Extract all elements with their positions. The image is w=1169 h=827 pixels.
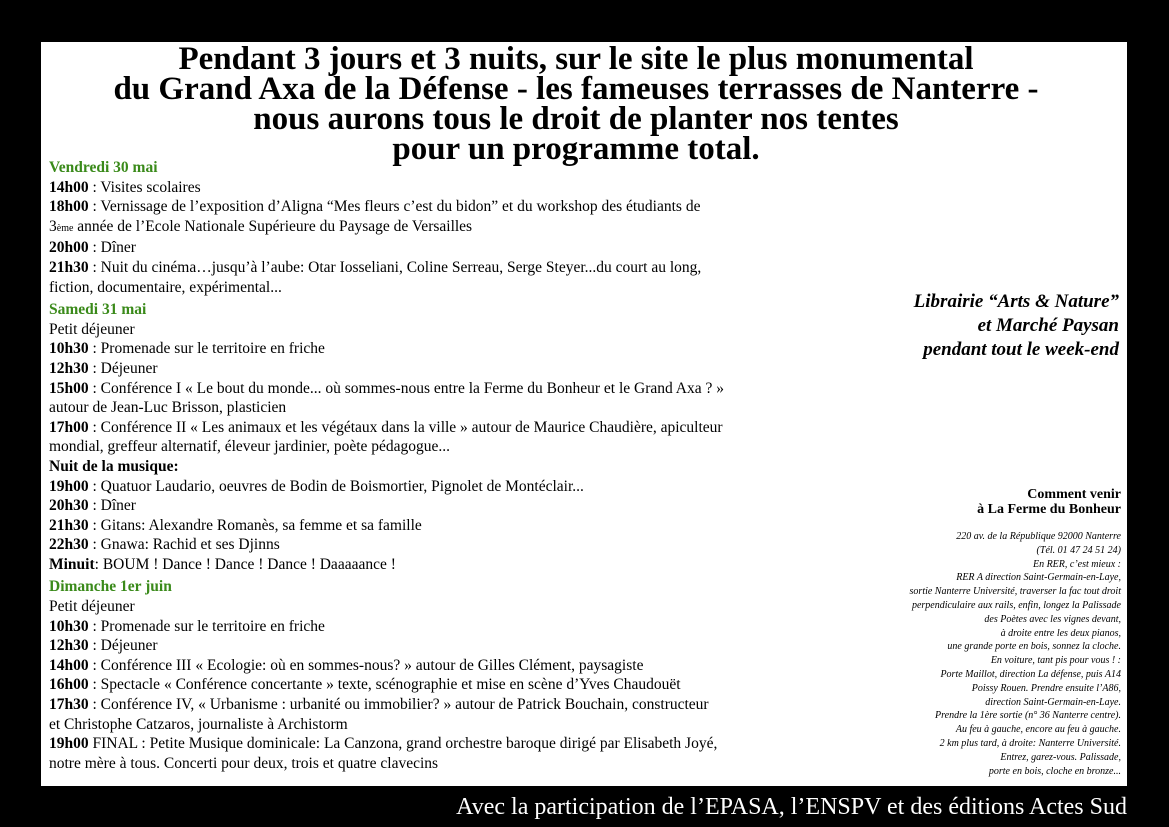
bookshop-line: et Marché Paysan bbox=[977, 315, 1119, 336]
directions-line: perpendiculaire aux rails, enfin, longez la Palissade bbox=[911, 599, 1121, 611]
program-item bbox=[49, 359, 839, 379]
program-item-continuation: fiction, documentaire, expérimental... bbox=[49, 278, 282, 296]
item-text: : Visites scolaires bbox=[88, 178, 201, 196]
item-text: : Gnawa: Rachid et ses Djinns bbox=[88, 536, 280, 554]
directions-line: sortie Nanterre Université, traverser la fac tout droit bbox=[909, 586, 1121, 598]
item-text: : Conférence II « Les animaux et les végétaux dans la ville » autour de Maurice Chaudière, apiculteur bbox=[88, 418, 723, 436]
program-item bbox=[49, 477, 839, 497]
program-item bbox=[49, 238, 839, 258]
item-text: : Nuit du cinéma…jusqu’à l’aube: Otar Iosseliani, Coline Serreau, Serge Steyer...du court au long, bbox=[88, 258, 702, 276]
directions-line: RER A direction Saint-Germain-en-Laye, bbox=[956, 572, 1121, 584]
program-item: Petit déjeuner bbox=[49, 320, 135, 338]
program-item-continuation: notre mère à tous. Concerti pour deux, trois et quatre clavecins bbox=[49, 754, 439, 772]
item-time: 21h30 bbox=[49, 516, 89, 534]
program-item-continuation bbox=[49, 217, 839, 239]
item-text: : Conférence I « Le bout du monde... où sommes-nous entre la Ferme du Bonheur et le Grand Axa ? » bbox=[88, 379, 724, 397]
program-item bbox=[49, 695, 839, 715]
program-item bbox=[49, 516, 839, 536]
item-time: 22h30 bbox=[49, 536, 89, 554]
item-time: 15h00 bbox=[49, 379, 89, 397]
directions-line: En voiture, tant pis pour vous ! : bbox=[990, 655, 1121, 667]
item-time: 12h30 bbox=[49, 359, 89, 377]
item-text: : BOUM ! Dance ! Dance ! Dance ! Daaaaance ! bbox=[94, 555, 396, 573]
item-time: 10h30 bbox=[49, 340, 89, 358]
item-text: : Quatuor Laudario, oeuvres de Bodin de Boismortier, Pignolet de Montéclair... bbox=[88, 477, 584, 495]
item-text: : Déjeuner bbox=[88, 359, 158, 377]
item-text: FINAL : Petite Musique dominicale: La Canzona, grand orchestre baroque dirigé par Elisabeth Joyé, bbox=[88, 735, 718, 753]
program-item bbox=[49, 734, 839, 754]
directions-line: Porte Maillot, direction La défense, puis A14 bbox=[940, 668, 1121, 680]
item-text: : Conférence III « Ecologie: où en sommes-nous? » autour de Gilles Clément, paysagiste bbox=[88, 656, 644, 674]
item-text: : Déjeuner bbox=[88, 637, 158, 655]
poster-sheet bbox=[41, 42, 1127, 786]
program-item bbox=[49, 675, 839, 695]
item-text: : Vernissage de l’exposition d’Aligna “Mes fleurs c’est du bidon” et du workshop des étudiants de bbox=[88, 198, 701, 216]
item-text: : Promenade sur le territoire en friche bbox=[88, 340, 325, 358]
ordinal-number: 3 bbox=[49, 217, 57, 235]
headline-line: Pendant 3 jours et 3 nuits, sur le site le plus monumental bbox=[178, 42, 974, 77]
directions-line: Au feu à gauche, encore au feu à gauche. bbox=[955, 724, 1121, 736]
item-text: : Spectacle « Conférence concertante » texte, scénographie et mise en scène d’Yves Chaudouët bbox=[88, 676, 681, 694]
ordinal-suffix: ème bbox=[56, 222, 74, 234]
directions-line: direction Saint-Germain-en-Laye. bbox=[985, 696, 1121, 708]
bookshop-line: Librairie “Arts & Nature” bbox=[913, 291, 1119, 312]
headline-line: pour un programme total. bbox=[392, 131, 760, 167]
bookshop-line: pendant tout le week-end bbox=[923, 339, 1119, 360]
bookshop-box bbox=[819, 290, 1119, 362]
item-text: : Dîner bbox=[88, 497, 136, 515]
program-item bbox=[49, 535, 839, 555]
item-time: 16h00 bbox=[49, 676, 89, 694]
program-item: Petit déjeuner bbox=[49, 598, 135, 616]
directions-title-line: à La Ferme du Bonheur bbox=[977, 502, 1121, 517]
item-time: 20h00 bbox=[49, 239, 89, 257]
program-item-continuation: et Christophe Catzaros, journaliste à Archistorm bbox=[49, 715, 348, 733]
directions-line: à droite entre les deux pianos, bbox=[1000, 627, 1121, 639]
program-item bbox=[49, 379, 839, 399]
program-item bbox=[49, 636, 839, 656]
item-time: 19h00 bbox=[49, 735, 89, 753]
item-text: : Promenade sur le territoire en friche bbox=[88, 617, 325, 635]
directions-line: Prendre la 1ère sortie (n° 36 Nanterre centre). bbox=[935, 710, 1121, 722]
directions-line: 2 km plus tard, à droite: Nanterre Université. bbox=[939, 737, 1121, 749]
footer-credits: Avec la participation de l’EPASA, l’ENSPV et des éditions Actes Sud bbox=[456, 794, 1127, 820]
item-time: 18h00 bbox=[49, 198, 89, 216]
item-time: 14h00 bbox=[49, 656, 89, 674]
directions-line: Entrez, garez-vous. Palissade, bbox=[1000, 751, 1121, 763]
directions-line: 220 av. de la République 92000 Nanterre bbox=[956, 531, 1121, 542]
item-time: 14h00 bbox=[49, 178, 89, 196]
item-text: : Gitans: Alexandre Romanès, sa femme et sa famille bbox=[88, 516, 422, 534]
program-item-continuation: mondial, greffeur alternatif, éleveur jardinier, poète pédagogue... bbox=[49, 438, 451, 456]
directions-line: porte en bois, cloche en bronze... bbox=[988, 765, 1121, 777]
directions-line: des Poètes avec les vignes devant, bbox=[984, 613, 1121, 625]
item-time: 12h30 bbox=[49, 637, 89, 655]
item-time: Minuit bbox=[49, 555, 95, 573]
item-time: 17h00 bbox=[49, 418, 89, 436]
program-item bbox=[49, 496, 839, 516]
item-time: 21h30 bbox=[49, 258, 89, 276]
item-time: 17h30 bbox=[49, 696, 89, 714]
program bbox=[49, 158, 839, 773]
music-night-title: Nuit de la musique: bbox=[49, 457, 179, 475]
item-text: année de l’Ecole Nationale Supérieure du Paysage de Versailles bbox=[73, 217, 473, 235]
program-item bbox=[49, 418, 839, 438]
day-title-saturday: Samedi 31 mai bbox=[49, 301, 147, 319]
directions-title-line: Comment venir bbox=[1027, 487, 1121, 502]
headline bbox=[41, 42, 1111, 167]
item-time: 20h30 bbox=[49, 497, 89, 515]
item-time: 10h30 bbox=[49, 617, 89, 635]
program-item bbox=[49, 555, 839, 575]
program-item bbox=[49, 656, 839, 676]
program-item bbox=[49, 258, 839, 278]
program-item bbox=[49, 197, 839, 217]
day-title-friday: Vendredi 30 mai bbox=[49, 159, 158, 176]
directions-line: Poissy Rouen. Prendre ensuite l’A86, bbox=[971, 682, 1121, 694]
directions-line: En RER, c’est mieux : bbox=[1032, 558, 1121, 570]
directions-line: (Tél. 01 47 24 51 24) bbox=[1036, 544, 1121, 556]
item-text: : Dîner bbox=[88, 239, 136, 257]
program-item bbox=[49, 339, 839, 359]
directions-text bbox=[821, 530, 1121, 778]
item-time: 19h00 bbox=[49, 477, 89, 495]
headline-line: du Grand Axa de la Défense - les fameuses terrasses de Nanterre - bbox=[113, 71, 1039, 107]
directions-line: une grande porte en bois, sonnez la cloche. bbox=[947, 641, 1121, 653]
program-item bbox=[49, 617, 839, 637]
program-item-continuation: autour de Jean-Luc Brisson, plasticien bbox=[49, 399, 287, 417]
item-text: : Conférence IV, « Urbanisme : urbanité ou immobilier? » autour de Patrick Bouchain, constructeur bbox=[88, 696, 709, 714]
headline-line: nous aurons tous le droit de planter nos tentes bbox=[253, 101, 899, 137]
day-title-sunday: Dimanche 1er juin bbox=[49, 578, 172, 596]
directions-title bbox=[821, 487, 1121, 517]
program-item bbox=[49, 178, 839, 198]
